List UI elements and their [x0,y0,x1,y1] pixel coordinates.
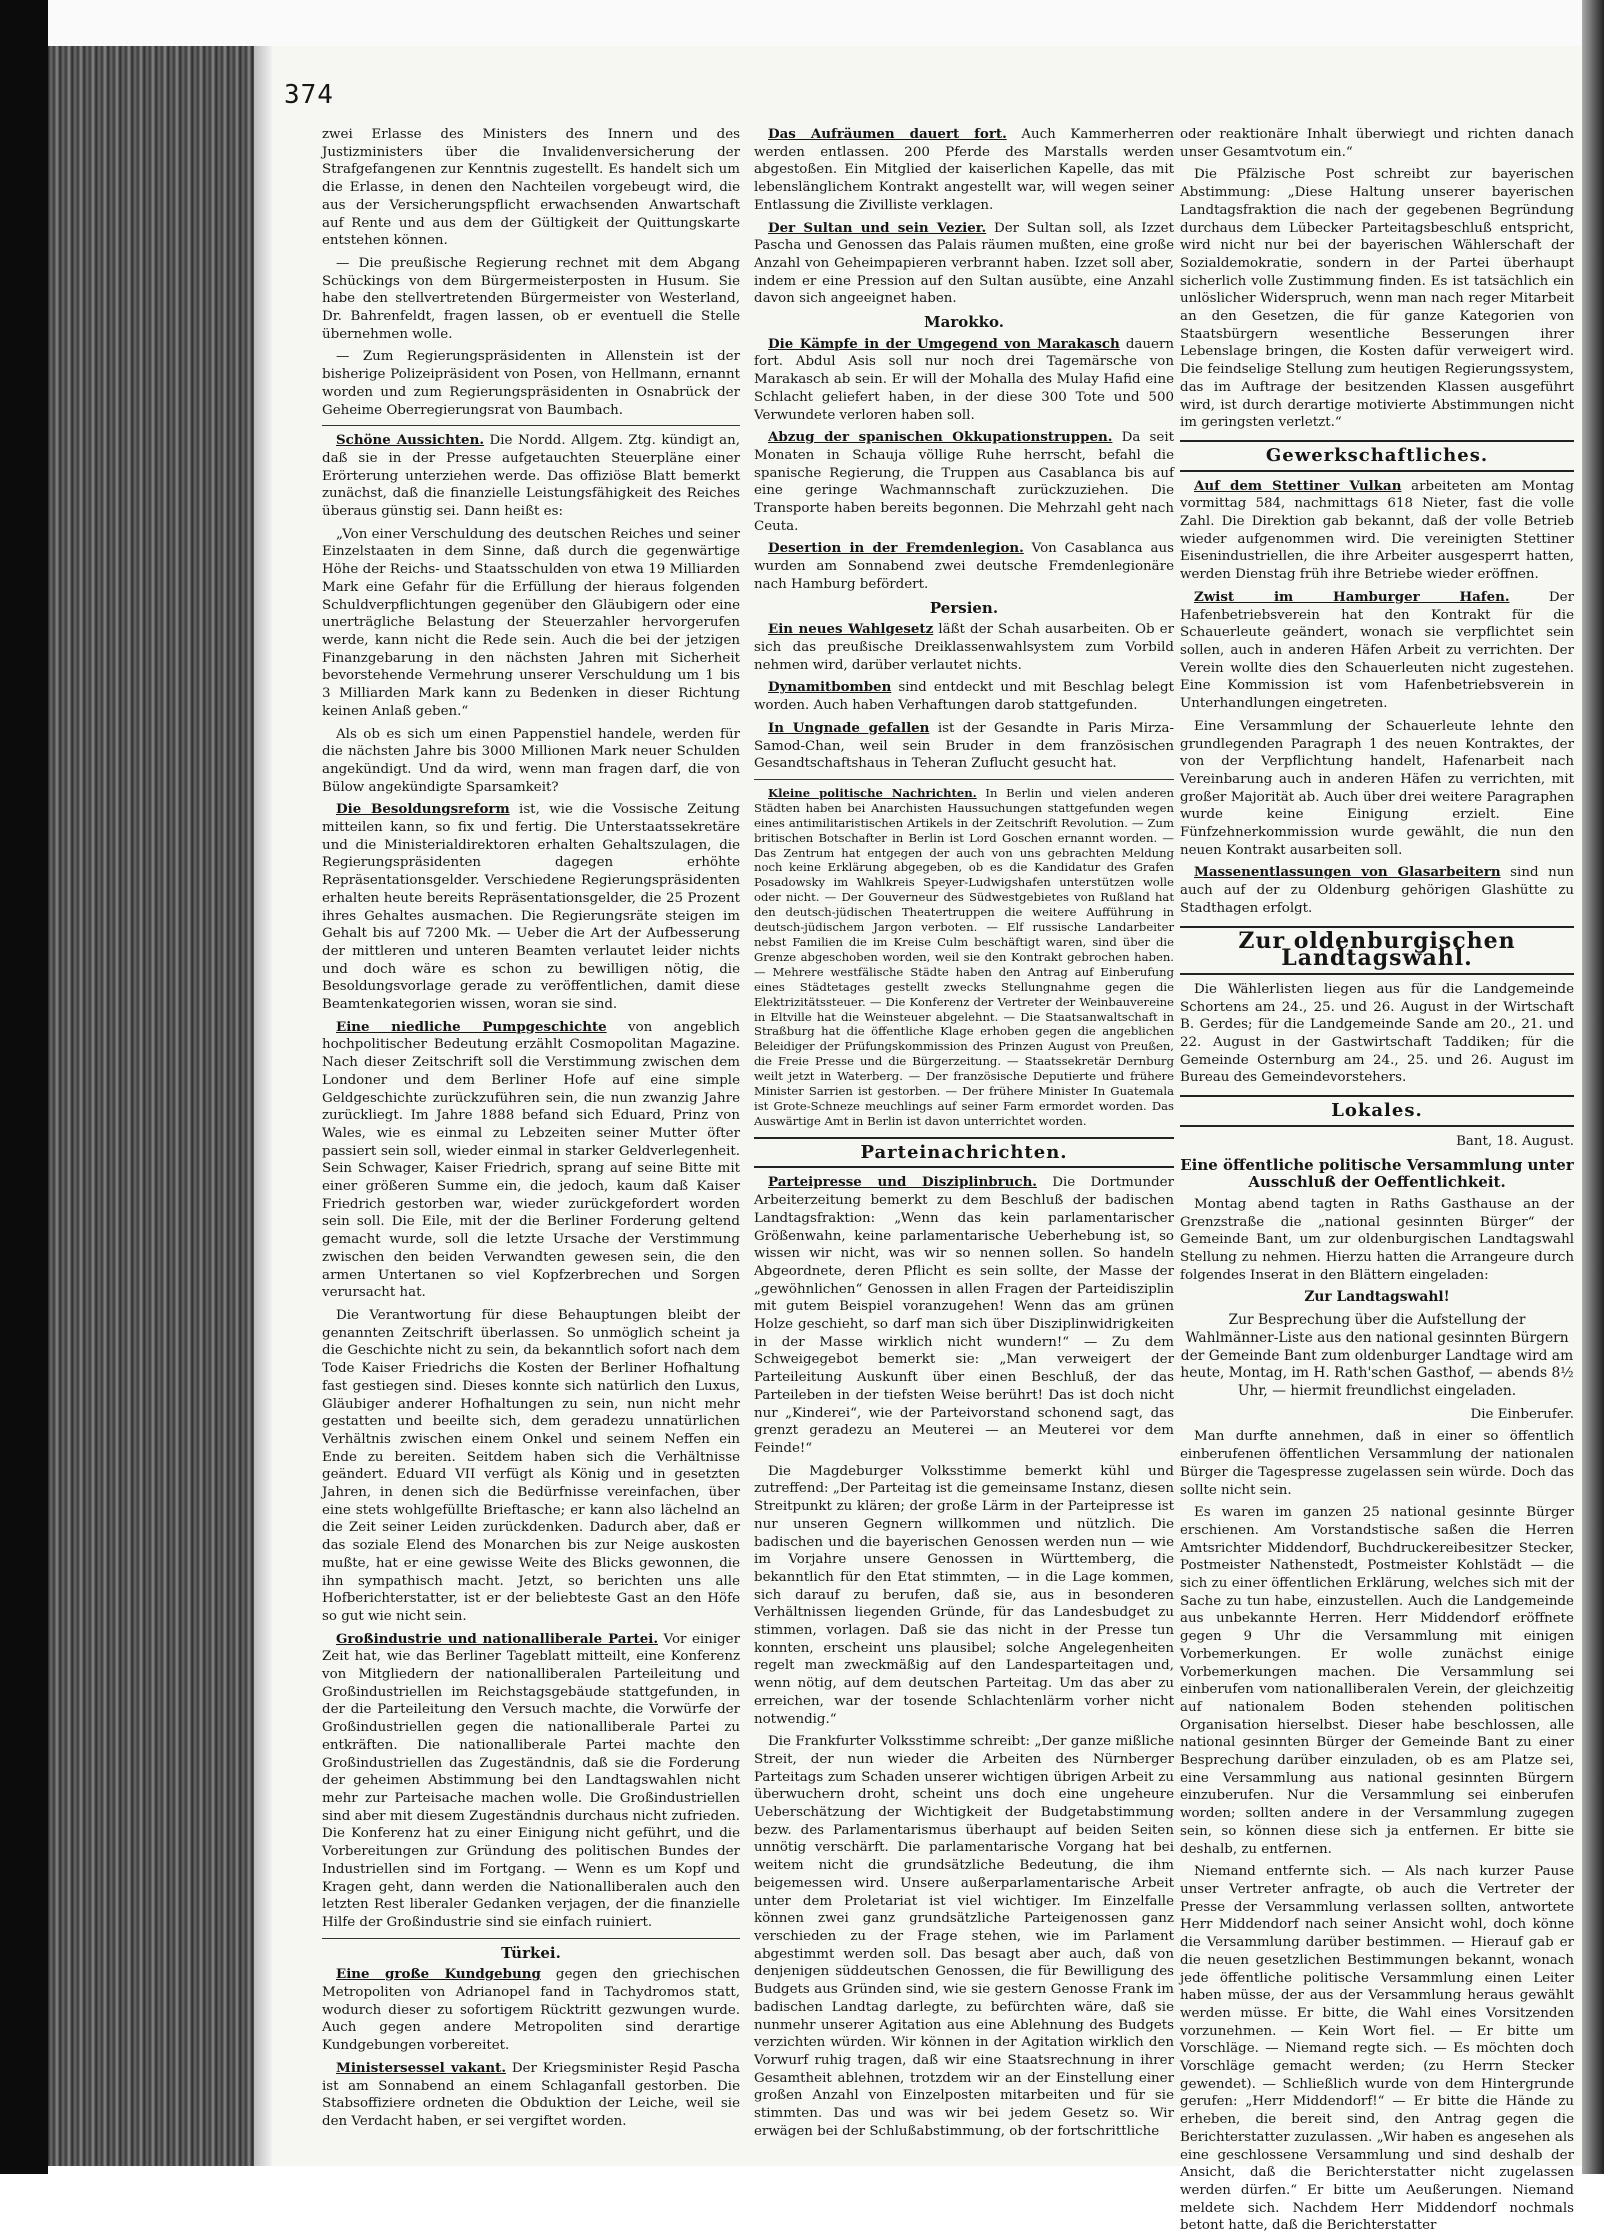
article-text: läßt der Schah ausarbeiten. Ob er sich das preußische Dreiklassenwahlsystem zum Vorbild nehmen wird, darüber verlautet nichts. [754,622,1174,673]
article-abzug [754,429,1174,535]
article-text: Von Casablanca aus wurden am Sonnabend zwei deutsche Fremdenlegionäre nach Hamburg befördert. [754,541,1175,592]
column-middle [754,126,1174,2166]
article-heading: Auf dem Stettiner Vulkan [1194,477,1402,494]
page-number: 374 [284,80,334,110]
invitation-signature: Die Einberufer. [1470,1406,1574,1422]
article-pump [322,1019,740,1302]
article-ministersessel [322,2060,740,2131]
article-aussichten [322,432,740,521]
column-right [1180,126,1574,2234]
article-heading: Massenentlassungen von Glasarbeitern [1194,864,1501,881]
paragraph: Niemand entfernte sich. — Als nach kurzer Pause unser Vertreter anfragte, ob auch die Vertreter der Presse der Versammlung verlassen sollten, antwortete Herr Middendorf nach seiner Ansicht wohl, doch könne die Versammlung darüber bestimmen. — Hierauf gab er die neuen gesetzlichen Bestimmungen bekannt, wonach jede öffentliche politische Versammlung einen Leiter haben müsse, der aus der Versammlung heraus gewählt werden müsse. Er bitte, die Wahl eines Vorsitzenden vorzunehmen. — Kein Wort fiel. — Er bitte um Vorschläge. — Niemand regte sich. — Es möchten doch Vorschläge gemacht werden; (zu Herrn Stecker gewendet). — Schließlich wurde von dem Hintergrunde gerufen: „Herr Middendorf!“ — Er bitte die Hände zu erheben, die bereit sind, den Antrag gegen die Berichterstatter zuzulassen. „Wir haben es angesehen als eine geschlossene Versammlung und sind deshalb der Ansicht, daß die Berichterstatter nicht zugelassen werden dürfen.“ Er bitte um Aeußerungen. Niemand meldete sich. Nachdem Herr Middendorf nochmals betont hatte, daß die Berichterstatter [1180,1864,1574,2234]
quote-paragraph: „Von einer Verschuldung des deutschen Reiches und seiner Einzelstaaten in dem Sinne, daß durch die gegenwärtige Höhe der Reichs- und Staatsschulden von etwa 19 Milliarden Mark eine Gefahr für die Erfüllung der hieraus folgenden Schuldverpflichtungen gegenüber den Gläubigern oder eine unerträgliche Belastung der Steuerzahler hervorgerufen werde, kann nicht die Rede sein. Auch die bei der jetzigen Finanzgebarung in den nächsten Jahren mit Sicherheit bevorstehende Vermehrung unserer Verschuldung um 1 bis 3 Milliarden Mark kann zu Bedenken in dieser Richtung keinen Anlaß geben.“ [322,526,740,719]
section-heading-parteinachrichten: Parteinachrichten. [754,1137,1174,1169]
article-heading: Der Sultan und sein Vezier. [768,219,987,236]
article-heading: Parteipresse und Disziplinbruch. [768,1174,1037,1191]
article-text: In Berlin und vielen anderen Städten haben bei Anarchisten Haussuchungen stattgefunden wegen eines antimilitaristischen Artikels in der Zeitschrift Revolution. — Zum britischen Botschafter in Berlin ist Lord Goschen ernannt worden. — Das Zentrum hat entgegen der auch von uns gebrachten Meldung noch keine Erklärung abgegeben, ob es die Kandidatur des Grafen Posadowsky im Wahlkreis Speyer-Ludwigshafen unterstützen wolle oder nicht. — Der Gouverneur des Südwestgebietes von Rußland hat den deutsch-jüdischen Theatertruppen die weitere Aufführung in deutsch-jüdischem Jargon verboten. — Elf russische Landarbeiter nebst Familien die im Kreise Culm beschäftigt waren, sind über die Grenze abgeschoben worden, weil sie den Kontrakt gebrochen haben. — Mehrere westfälische Städte haben den Antrag auf Einberufung eines Städtetages gestellt zwecks Stellungnahme gegen die Elektrizitätssteuer. — Die Konferenz der Vertreter der Weinbauvereine in Eltville hat die Weinsteuer abgelehnt. — Die Staatsanwaltschaft in Straßburg hat die öffentliche Klage erhoben gegen die angeblichen Beleidiger der Prüfungskommission des Prinzen August von Preußen, die Freie Presse und die Bürgerzeitung. — Staatssekretär Dernburg weilt jetzt in Waterberg. — Der französische Deputierte und frühere Minister Sarrien ist gestorben. — Der frühere Minister In Guatemala ist Grote-Schneze meuchlings auf seiner Farm ermordet worden. Das Auswärtige Amt in Berlin ist davon unterrichtet worden. [754,785,1174,1128]
article-text: dauern fort. Abdul Asis soll nur noch drei Tagemärsche von Marakasch ab sein. Er will der Mohalla des Mulay Hafid eine Schlacht geliefert haben, in der diese 300 Tote und 500 Verwundete verloren haben soll. [754,336,1174,423]
paragraph: Die Frankfurter Volksstimme schreibt: „Der ganze mißliche Streit, der nun wieder die Arbeiten des Nürnberger Parteitags zum Schaden unserer wichtigen übrigen Arbeit zu überwuchern droht, scheint uns doch eine ungeheure Ueberschätzung der Wichtigkeit der Budgetabstimmung bezw. des Parlamentarismus überhaupt auf beiden Seiten unnötig verschärft. Die parlamentarische Vorgang hat bei weitem nicht die grundsätzliche Bedeutung, die ihm beigemessen wird. Unsere außerparlamentarische Arbeit unter dem Proletariat ist viel wichtiger. Im Einzelfalle können zwei ganz grundsätzliche Parteigenossen ganz verschieden zu der Frage stehen, wie im Parlament abgestimmt werden soll. Das besagt aber auch, daß von denjenigen süddeutschen Genossen, die für Bewilligung des Budgets aus Gründen sind, wie sie gestern Genosse Frank im badischen Landtag darlegte, zu befürchten wäre, daß sie nunmehr unserer Agitation aus eine Ablehnung des Budgets verzichten würden. Wir können in der Agitation wirklich den Vorwurf ruhig tragen, daß wir eine Staatsrechnung in ihrer Gesamtheit ablehnen, trotzdem wir an der Einstellung einer großen Anzahl von Einzelposten mitarbeiten und für sie stimmten. Das und was wir bei jedem Gesetz so. Wir erwägen bei der Schlußabstimmung, ob der fortschrittliche [754,1734,1174,2139]
article-text: von angeblich hochpolitischer Bedeutung erzählt Cosmopolitan Magazine. Nach dieser Zeitschrift soll die Verstimmung zwischen dem Londoner und dem Berliner Hofe auf eine simple Geldgeschichte zurückzuführen sein, die nun zwanzig Jahre zurückliegt. Im Jahre 1888 befand sich Eduard, Prinz von Wales, wie es einmal zu Lebzeiten seiner Mutter öfter passiert sein soll, wieder einmal in starker Geldverlegenheit. Sein Schwager, Kaiser Friedrich, sprang auf seine Bitte mit einer größeren Summe ein, die jedoch, kaum daß Kaiser Friedrich gestorben war, wieder zurückgefordert worden sein soll. Die Eile, mit der die Berliner Forderung geltend gemacht wurde, soll die letzte Ursache der Verstimmung zwischen den beiden Verwandten gewesen sein, die den armen Untertanen so viel Kopfzerbrechen und Sorgen verursacht hat. [322,1019,740,1301]
article-sultan [754,220,1174,309]
article-text: Der Sultan soll, als Izzet Pascha und Genossen das Palais räumen mußten, eine große Anzahl von Geheimpapieren verbrannt haben. Izzet soll aber, indem er eine Pression auf den Sultan ausübte, eine Anzahl davon sich angeeignet haben. [754,220,1174,307]
divider [754,779,1174,780]
section-heading-marokko: Marokko. [924,313,1004,332]
gutter-shadow [254,46,272,2166]
article-heading: Schöne Aussichten. [336,432,484,449]
article-heading: Ministersessel vakant. [336,2059,506,2076]
article-parteipresse [754,1174,1174,1457]
article-text: gegen den griechischen Metropoliten von Adrianopel fand in Tachydromos statt, wodurch dieser zu sofortigem Rücktritt gezwungen wurde. Auch gegen andere Metropoliten sind derartige Kundgebungen vorbereitet. [322,1967,740,2054]
divider [322,425,740,426]
article-heading: Eine niedliche Pumpgeschichte [336,1018,607,1035]
article-kundgebung [322,1966,740,2055]
article-heading: Das Aufräumen dauert fort. [768,126,1007,142]
article-text: Da seit Monaten in Schauja völlige Ruhe herrscht, befahl die spanische Regierung, die Truppen aus Casablanca bis auf eine geringe Wachmannschaft zurückzuziehen. Die Transporte haben bereits begonnen. Die Mehrzahl geht nach Ceuta. [754,430,1174,534]
page-top-margin [48,0,1582,46]
paragraph: Eine Versammlung der Schauerleute lehnte den grundlegenden Paragraph 1 des neuen Kontraktes, der von der Verpflichtung handelt, Hafenarbeit nach Vereinbarung auch in anderen Häfen zu verrichten, mit großer Majorität ab. Auch über drei weitere Paragraphen wurde keine Einigung erzielt. Eine Fünfzehnerkommission wurde gewählt, die nun den neuen Kontrakt ausarbeiten soll. [1180,718,1574,858]
paragraph: Die Wählerlisten liegen aus für die Landgemeinde Schortens am 24., 25. und 26. August in der Wirtschaft B. Gerdes; für die Landgemeinde Sande am 20., 21. und 22. August in der Gastwirtschaft Taddiken; für die Gemeinde Osternburg am 24., 25. und 26. August im Bureau des Gemeindevorstehers. [1180,981,1574,1086]
article-heading: Die Kämpfe in der Umgegend von Marakasch [768,335,1120,352]
article-text: ist der Gesandte in Paris Mirza-Samod-Chan, weil sein Bruder in dem französischen Gesandtschaftshaus in Teheran Zuflucht gesucht hat. [754,720,1174,772]
paragraph: Montag abend tagten in Raths Gasthause an der Grenzstraße die „national gesinnten Bürger“ der Gemeinde Bant, um zur oldenburgischen Landtagswahl Stellung zu nehmen. Hierzu hatten die Arrangeure durch folgendes Inserat in den Blättern eingeladen: [1180,1196,1574,1283]
article-hamburg [1180,589,1574,713]
paragraph: Die Magdeburger Volksstimme bemerkt kühl und zutreffend: „Der Parteitag ist die gemeinsame Instanz, diesen Streitpunkt zu klären; der große Lärm in der Parteipresse ist nur unseren Gegnern willkommen und nützlich. Die badischen und die bayerischen Genossen werden nun — wie im Vorjahre unsere Genossen in Württemberg, die bekanntlich für den Etat stimmten, — in die Lage kommen, sich darauf zu berufen, daß sie, aus in besonderen Verhältnissen liegenden Gründe, für das Landesbudget zu stimmen, vorlagen. Daß sie das nicht in der Presse tun konnten, erscheint uns plausibel; solche Angelegenheiten regelt man zweckmäßig auf den Landesparteitagen und, wenn nötig, auf dem deutschen Parteitag. Um das aber zu erreichen, war der tosende Schlachtenlärm vorher nicht notwendig.“ [754,1463,1174,1727]
article-heading: Kleine politische Nachrichten. [768,785,977,800]
article-text: ist, wie die Vossische Zeitung mitteilen kann, so fix und fertig. Die Unterstaatssekretäre und die Ministerialdirektoren erhalten Gehaltszulagen, die Regierungspräsidenten dagegen erhöhte Repräsentationsgelder. Verschiedene Regierungspräsidenten erhalten heute bereits Repräsentationsgelder, die 25 Prozent ihres Gehaltes ausmachen. Die Regierungsräte steigen im Gehalt bis auf 7200 Mk. — Ueber die Art der Aufbesserung der mittleren und unteren Beamten verlautet leider nichts und doch wäre es schon zu bewilligen nötig, die Besoldungsvorlage gerade zu veröffentlichen, damit diese Beamtenkategorien wissen, woran sie sind. [322,802,740,1013]
article-kaempfe [754,336,1174,425]
article-heading: Die Besoldungsreform [336,801,510,818]
article-text: Auch Kammerherren werden entlassen. 200 Pferde des Marstalls werden abgestoßen. Ein Mitglied der kaiserlichen Kapelle, das mit lebenslänglichem Kontrakt angestellt war, will wegen seiner Entlassung die Zivilliste verklagen. [754,127,1174,213]
article-text: arbeiteten am Montag vormittag 584, nachmittags 618 Nieter, fast die volle Zahl. Die Direktion gab bekannt, daß der volle Betrieb wieder aufgenommen wird. Die vereinigten Stettiner Eisenindustriellen, die ihre Arbeiter ausgesperrt hatten, werden Dienstag früh ihre Betriebe wieder eröffnen. [1180,478,1574,583]
invitation-title: Zur Landtagswahl! [1304,1289,1450,1306]
dateline: Bant, 18. August. [1456,1133,1574,1149]
paragraph: Man durfte annehmen, daß in einer so öffentlich einberufenen öffentlichen Versammlung der nationalen Bürger die Tagespresse zugelassen sein würde. Doch das sollte nicht sein. [1180,1429,1574,1498]
paragraph: — Zum Regierungspräsidenten in Allenstein ist der bisherige Polizeipräsident von Posen, von Hellmann, ernannt worden und zum Regierungspräsidenten in Osnabrück der Geheime Oberregierungsrat von Baumbach. [322,349,740,418]
article-desertion [754,540,1174,593]
article-grossindustrie [322,1631,740,1932]
section-heading-landtagswahl: Zur oldenburgischen Landtagswahl. [1180,926,1574,975]
divider [322,1938,740,1939]
article-heading: Ein neues Wahlgesetz [768,621,934,638]
book-binding [0,0,48,2174]
article-text: Der Kriegsminister Reşid Pascha ist am Sonnabend an einem Schlaganfall gestorben. Die Stabsoffiziere ordneten die Obduktion der Leiche, weil sie den Verdacht haben, er sei vergiftet worden. [322,2060,740,2129]
article-text: Vor einiger Zeit hat, wie das Berliner Tageblatt mitteilt, eine Konferenz von Mitgliedern der nationalliberalen Parteileitung und Großindustriellen im Reichstagsgebäude stattgefunden, in der die Parteileitung den Versuch machte, die Vorwürfe der Großindustriellen gegen die nationalliberale Partei zu entkräften. Die nationalliberale Partei machte den Großindustriellen das Zugeständnis, daß sie die Forderung der geheimen Abstimmung bei den Landtagswahlen nicht mehr zur Parteisache machen wolle. Die Großindustriellen sind aber mit diesem Zugeständnis durchaus nicht zufrieden. Die Konferenz hat zu einer Einigung nicht geführt, und die Vorbereitungen zur Gründung des politischen Bundes der Industriellen sind im Fortgang. — Wenn es um Kopf und Kragen geht, dann werden die Nationalliberalen auch den letzten Rest liberaler Gedanken verjagen, der die finanzielle Hilfe der Großindustrie sind sie einfach ruiniert. [322,1631,740,1930]
article-aufraeumen [754,126,1174,215]
paragraph: Als ob es sich um einen Pappenstiel handele, werden für die nächsten Jahre bis 3000 Millionen Mark neuer Schulden angekündigt. Und da wird, wenn man fragen darf, die von Bülow angekündigte Sparsamkeit? [322,726,740,795]
invitation-body: Zur Besprechung über die Aufstellung der Wahlmänner-Liste aus den national gesinnten Bürgern der Gemeinde Bant zum oldenburger Landtage wird am heute, Montag, im H. Rath'schen Gasthof, — abends 8½ Uhr, — hiermit freundlichst eingeladen. [1180,1312,1574,1399]
paragraph: oder reaktionäre Inhalt überwiegt und richten danach unser Gesamtvotum ein.“ [1180,127,1574,160]
bound-page-edges [48,46,254,2166]
article-ungnade [754,720,1174,773]
article-vulkan [1180,478,1574,584]
paragraph: zwei Erlasse des Ministers des Innern und des Justizministers über die Invalidenversicherung der Strafgefangenen zur Kenntnis zugestellt. Es handelt sich um die Erlasse, in denen den Nachteilen vorgebeugt wird, die aus der Versicherungspflicht erwachsenden Anwartschaft auf Rente und aus dem der Gültigkeit der Quittungskarte entstehen können. [322,127,740,249]
paragraph: Es waren im ganzen 25 national gesinnte Bürger erschienen. Am Vorstandstische saßen die Herren Amtsrichter Middendorf, Buchdruckereibesitzer Stecker, Postmeister Nathenstedt, Postmeister Kohlstädt — die sich zu einer öffentlichen Erklärung, welches sich mit der Sache zu tun habe, einzustellen. Auch die Landgemeinde aus unbekannte Herren. Herr Middendorf eröffnete gegen 9 Uhr die Versammlung mit einigen Vorbemerkungen. Er wolle zunächst einige Vorbemerkungen machen. Die Versammlung sei einberufen vom nationalliberalen Verein, der gleichzeitig auf nationalem Boden stehenden politischen Organisation hierselbst. Dieser habe beschlossen, alle national gesinnten Bürger der Gemeinde Bant zu einer Besprechung darüber einzuladen, ob es am Platze sei, eine Versammlung aus national gesinnten Bürgern einzuberufen. Nur die Versammlung sei einberufen worden; sollten andere in der Versammlung zugegen sein, so können diese sich ja entfernen. Er bitte sie deshalb, zu entfernen. [1180,1505,1574,1857]
article-text: Die Nordd. Allgem. Ztg. kündigt an, daß sie in der Presse aufgetauchten Steuerpläne einer Erörterung unterziehen werde. Das offiziöse Blatt bemerkt zunächst, daß die finanzielle Leistungsfähigkeit des Reiches überaus günstig sei. Dann heißt es: [322,433,740,520]
scan-right-edge [1582,0,1604,2174]
section-heading-tuerkei: Türkei. [501,1943,561,1962]
paragraph: Die Verantwortung für diese Behauptungen bleibt der genannten Zeitschrift überlassen. So unmöglich scheint ja die Geschichte nicht zu sein, da bekanntlich sofort nach dem Tode Kaiser Friedrichs die Kosten der Berliner Hofhaltung fast gestiegen sind. Dieses konnte sich natürlich den Luxus, Gläubiger anderer Hofhaltungen zu sein, nun nicht mehr gestatten und beeilte sich, dem geradezu unnatürlichen Verhältnis zwischen einem Onkel und seinem Neffen ein Ende zu bereiten. Seitdem haben sich die Verhältnisse geändert. Eduard VII verfügt als König und in gesetzten Jahren, in denen sich die Bedürfnisse vereinfachen, über eine stets wohlgefüllte Brieftasche; er kann also lächelnd an die Zeit seiner Leiden zurückdenken. Dadurch aber, daß er das soziale Elend des Monarchen bis zur Neige auskosten mußte, hat er eine gewisse Weite des Blicks gewonnen, die ihn sympathisch macht. Jetzt, so berichten uns alle Hofberichterstatter, ist er der beliebteste Gast an den Höfe so gut wie nicht sein. [322,1308,740,1624]
article-glasarbeiter [1180,864,1574,917]
article-heading: In Ungnade gefallen [768,719,930,736]
article-kleine-nachrichten [754,786,1174,1129]
article-heading: Dynamitbomben [768,679,892,696]
column-left [322,126,740,2166]
article-heading-versammlung: Eine öffentliche politische Versammlung unter Ausschluß der Oeffentlichkeit. [1180,1155,1574,1192]
paragraph: — Die preußische Regierung rechnet mit dem Abgang Schückings von dem Bürgermeisterposten in Husum. Sie habe den stellvertretenden Bürgermeister von Westerland, Dr. Bahrenfeldt, fragen lassen, ob er eventuell die Stelle übernehmen wolle. [322,255,740,342]
article-besoldung [322,801,740,1013]
article-text: Der Hafenbetriebsverein hat den Kontrakt für die Schauerleute geändert, wonach sie verpflichtet sein sollen, auch in anderen Häfen Arbeit zu verrichten. Der Verein wollte dies den Schauerleuten nicht zugestehen. Eine Kommission ist vom Hafenbetriebsverein in Unterhandlungen eingetreten. [1180,589,1574,712]
section-heading-gewerkschaftliches: Gewerkschaftliches. [1180,440,1574,472]
article-text: sind entdeckt und mit Beschlag belegt worden. Auch haben Verhaftungen darob stattgefunden. [754,680,1174,714]
article-wahlgesetz [754,621,1174,674]
article-heading: Zwist im Hamburger Hafen. [1194,588,1510,605]
article-heading: Abzug der spanischen Okkupationstruppen. [768,429,1113,446]
article-heading: Desertion in der Fremdenlegion. [768,540,1024,557]
article-text: sind nun auch auf der zu Oldenburg gehörigen Glashütte zu Stadthagen erfolgt. [1180,865,1574,916]
section-heading-persien: Persien. [929,598,999,617]
paragraph: Die Pfälzische Post schreibt zur bayerischen Abstimmung: „Diese Haltung unserer bayerischen Landtagsfraktion die nach der gegebenen Begründung durchaus dem Lübecker Parteitagsbeschluß entspricht, wird nicht nur bei der bayerischen Wählerschaft der Sozialdemokratie, sondern in der Partei überhaupt sicherlich volle Zustimmung finden. Es ist tatsächlich ein unlöslicher Widerspruch, wenn man nach reger Mitarbeit an den Gesetzen, die für ganze Kategorien von Staatsbürgern wesentliche Besserungen ihrer Lebenslage bringen, die Kosten dafür verweigert wird. Die feindselige Stellung zum heutigen Regierungssystem, das im Auftrage der besitzenden Klassen ausgeführt wird, ist durch derartige motivierte Abstimmungen nicht im geringsten verletzt.“ [1180,167,1574,431]
article-heading: Eine große Kundgebung [336,1966,541,1983]
article-dynamit [754,679,1174,714]
article-text: Die Dortmunder Arbeiterzeitung bemerkt zu dem Beschluß der badischen Landtagsfraktion: „Wenn das kein parlamentarischer Größenwahn, keine parlamentarische Ueberhebung ist, so wissen wir nicht, was wir so nennen sollen. So handeln Abgeordnete, deren Pflicht es sein sollte, der Masse der „gewöhnlichen“ Genossen in allen Fragen der Parteidisziplin mit gutem Beispiel voranzugehen! Wenn das am grünen Holze geschieht, so darf man sich über Disziplinwidrigkeiten in der Masse wirklich nicht wundern!“ — Zu dem Schweigegebot bemerkt sie: „Man verweigert der Parteileitung Auskunft über einen Beschluß, der das Parteileben in der tiefsten Weise berührt! Das ist doch nicht nur „Kinderei“, wie der Parteivorstand schonend sagt, das grenzt geradezu an Meuterei — an Meuterei vor dem Feinde!“ [754,1175,1174,1456]
section-heading-lokales: Lokales. [1180,1095,1574,1127]
article-heading: Großindustrie und nationalliberale Partei. [336,1630,658,1647]
